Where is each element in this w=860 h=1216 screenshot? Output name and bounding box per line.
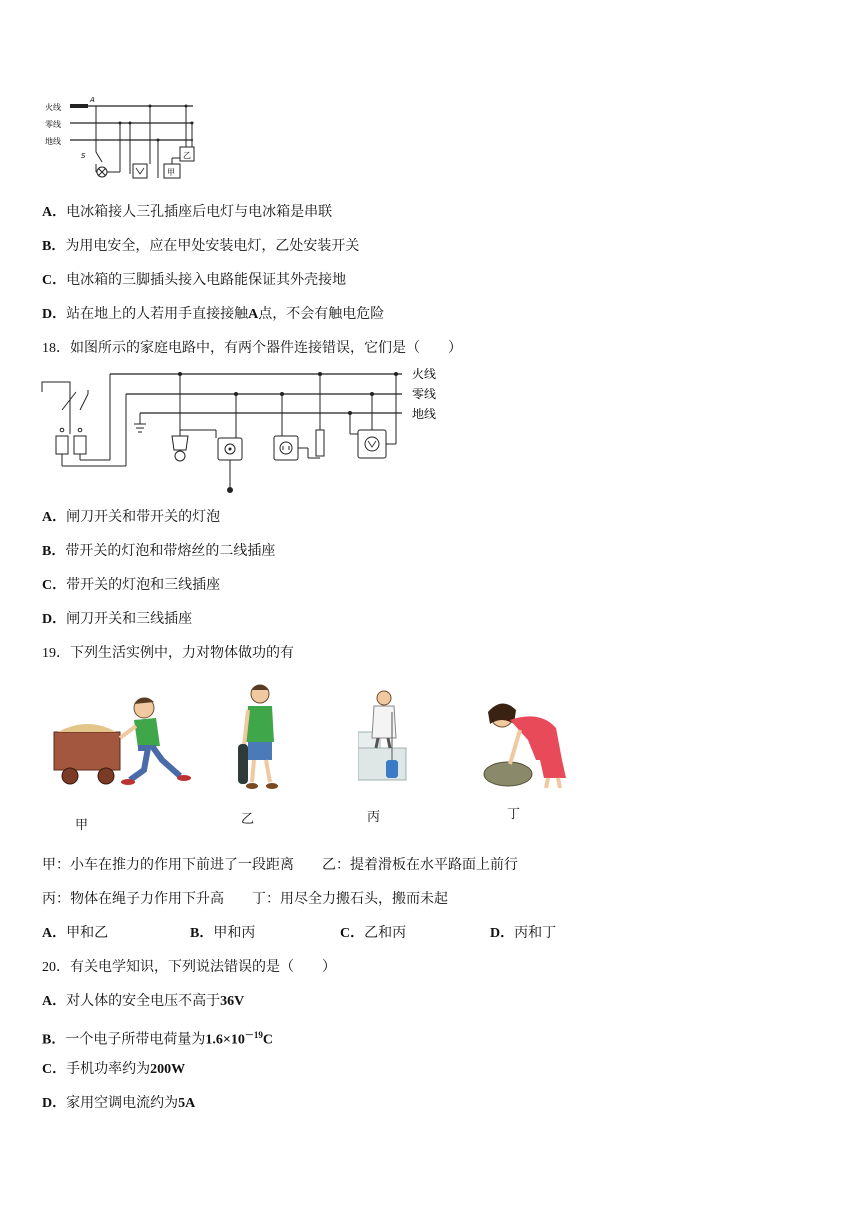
q19-illustration-jia xyxy=(52,690,194,790)
q19-description-2: 丙：物体在绳子力作用下升高 丁：用尽全力搬石头，搬而未起 xyxy=(42,891,448,907)
fuse-icon xyxy=(316,430,324,456)
q19-option-d: D．丙和丁 xyxy=(490,925,557,941)
knife-switch-icon xyxy=(62,392,76,410)
q18-stem: 18．如图所示的家庭电路中，有两个器件连接错误，它们是（ ） xyxy=(42,340,462,356)
q18-label-neutral: 零线 xyxy=(412,387,437,401)
socket-icon xyxy=(133,164,147,178)
fuse-box-right xyxy=(74,436,86,454)
q19-illustration-bing xyxy=(358,688,408,782)
q19-caption-ding: 丁 xyxy=(507,807,521,822)
q19-option-c: C．乙和丙 xyxy=(340,925,407,941)
q19-caption-bing: 丙 xyxy=(367,810,381,825)
q17-option-c: C．电冰箱的三脚插头接入电路能保证其外壳接地 xyxy=(42,272,347,288)
q18-option-b: B．带开关的灯泡和带熔丝的二线插座 xyxy=(42,543,276,559)
fuse-icon xyxy=(70,104,88,108)
q17-option-b: B．为用电安全，应在甲处安装电灯，乙处安装开关 xyxy=(42,238,360,254)
q18-option-c: C．带开关的灯泡和三线插座 xyxy=(42,577,221,593)
q20-option-a: A．对人体的安全电压不高于36V xyxy=(42,993,245,1009)
q18-option-d: D．闸刀开关和三线插座 xyxy=(42,611,193,627)
q20-option-d: D．家用空调电流约为5A xyxy=(42,1095,196,1111)
q18-label-ground: 地线 xyxy=(412,407,437,421)
q20-stem: 20．有关电学知识，下列说法错误的是（ ） xyxy=(42,959,336,975)
q17-label-live: 火线 xyxy=(45,103,61,112)
q19-caption-jia: 甲 xyxy=(75,818,89,833)
svg-text:乙: 乙 xyxy=(183,151,191,160)
q19-description-1: 甲：小车在推力的作用下前进了一段距离 乙：提着滑板在水平路面上前行 xyxy=(42,857,518,873)
q17-label-ground: 地线 xyxy=(45,137,61,146)
fuse-box-left xyxy=(56,436,68,454)
lamp-icon xyxy=(172,436,188,450)
three-wire-socket-icon xyxy=(358,430,386,458)
q20-option-b: B．一个电子所带电荷量为$1.6\times 10^{-19}C$ xyxy=(42,1030,273,1048)
q18-option-a: A．闸刀开关和带开关的灯泡 xyxy=(42,509,221,525)
q17-label-a: A xyxy=(90,96,95,104)
q17-label-s: S xyxy=(81,152,86,160)
q17-option-d: D．站在地上的人若用手直接接触A点，不会有触电危险 xyxy=(42,306,385,322)
q17-option-a: A．电冰箱接人三孔插座后电灯与电冰箱是串联 xyxy=(42,204,333,220)
q19-illustration-yi xyxy=(232,682,282,792)
q20-option-c: C．手机功率约为200W xyxy=(42,1061,186,1077)
q17-label-neutral: 零线 xyxy=(45,120,61,129)
q17-circuit-diagram xyxy=(40,92,210,184)
q19-option-b: B．甲和丙 xyxy=(190,925,256,941)
q19-illustration-ding xyxy=(470,700,570,790)
q19-caption-yi: 乙 xyxy=(241,812,255,827)
two-wire-socket-icon xyxy=(274,436,298,460)
q19-option-a: A．甲和乙 xyxy=(42,925,109,941)
svg-text:甲: 甲 xyxy=(167,168,175,177)
q19-stem: 19．下列生活实例中，力对物体做功的有 xyxy=(42,645,294,661)
q18-circuit-diagram xyxy=(40,364,450,496)
q18-label-live: 火线 xyxy=(412,367,437,381)
